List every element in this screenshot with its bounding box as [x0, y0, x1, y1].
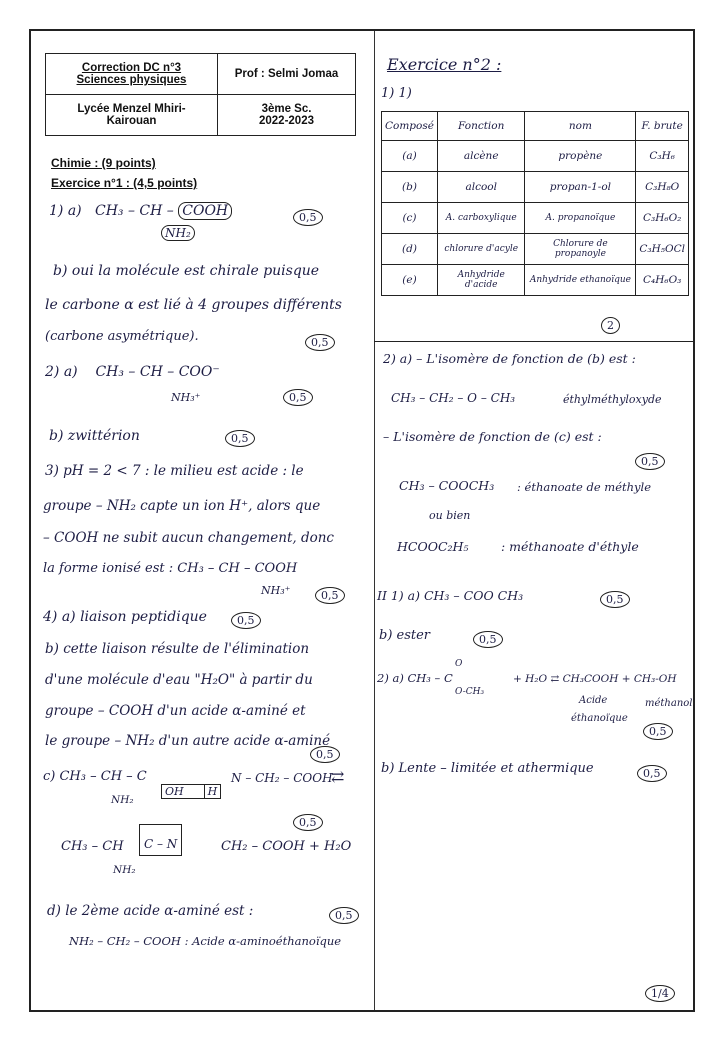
cell-fonction: Anhydride d'acide [437, 265, 524, 296]
cell-compose: (a) [382, 141, 438, 172]
q3-line1: 3) pH = 2 < 7 : le milieu est acide : le [45, 463, 304, 479]
header-prof-cell [218, 54, 356, 95]
q2a-label: 2) a) [45, 364, 78, 380]
header-year: 2022-2023 [259, 115, 314, 127]
rII-2a: 2) a) CH₃ – C [377, 671, 453, 685]
cell-fonction: alcool [437, 172, 524, 203]
q4c-line3: CH₃ – CH [61, 839, 124, 854]
r2a-line2: CH₃ – CH₂ – O – CH₃ [391, 391, 516, 405]
q4c-nh2b: NH₂ [113, 864, 136, 876]
q3-points: 0,5 [311, 587, 345, 604]
q4c-line1 [43, 769, 147, 784]
table-header-nom: nom [525, 112, 636, 141]
r2a-line6: HCOOC₂H₅ [397, 539, 469, 554]
r-1-1: 1) 1) [381, 86, 412, 101]
q4c-co-box: C – N [139, 824, 182, 856]
q1b-line3: (carbone asymétrique). [45, 329, 199, 344]
header-class: 3ème Sc. [261, 103, 312, 115]
q2b-points: 0,5 [221, 430, 255, 447]
q4b-line3: groupe – COOH d'un acide α-aminé et [45, 703, 306, 719]
cell-nom: Anhydride ethanoïque [525, 265, 636, 296]
rII-acide: Acide [579, 695, 608, 706]
q4c-nh2: NH₂ [111, 794, 134, 806]
header-table [45, 53, 356, 136]
table-header-compose: Composé [382, 112, 438, 141]
q1a-formula: CH₃ – CH – [95, 203, 174, 219]
rII-1a-points: 0,5 [596, 591, 630, 608]
chimie-label: Chimie : (9 points) [51, 156, 156, 170]
q1a-line [49, 203, 232, 219]
q3-line3: – COOH ne subit aucun changement, donc [43, 530, 334, 546]
r2a-line2b: éthylméthyloxyde [563, 393, 662, 406]
q2a-formula: CH₃ – CH – COO⁻ [95, 364, 220, 380]
q3-line4: la forme ionisé est : CH₃ – CH – COOH [43, 561, 298, 576]
rII-1b: b) ester [379, 628, 431, 643]
cell-compose: (b) [382, 172, 438, 203]
table-points: 2 [597, 317, 620, 334]
column-divider [374, 31, 375, 1010]
q1a-cooh: COOH [178, 202, 232, 220]
q4c-formula2: N – CH₂ – COOH [231, 771, 333, 785]
rII-2a-eq: + H₂O ⇄ CH₃COOH + CH₃-OH [513, 673, 677, 685]
q2a-nh3: NH₃⁺ [171, 391, 201, 404]
q2b-line: b) zwittérion [49, 428, 140, 444]
q3-line2: groupe – NH₂ capte un ion H⁺, alors que [43, 498, 321, 514]
cell-compose: (e) [382, 265, 438, 296]
q4c-formula1: c) CH₃ – CH – C [43, 769, 147, 784]
q2a-line [45, 364, 220, 380]
table-header-fbrute: F. brute [636, 112, 689, 141]
functions-table [381, 111, 689, 296]
cell-fbrute: C₃H₈O [636, 172, 689, 203]
page-frame [29, 29, 695, 1012]
q4d-points: 0,5 [325, 907, 359, 924]
r2a-line4: CH₃ – COOCH₃ [399, 478, 495, 493]
header-city: Kairouan [106, 115, 157, 127]
rII-2a-o: O [455, 659, 463, 669]
q4c-oh-box [161, 785, 221, 798]
exercise1-label: Exercice n°1 : (4,5 points) [51, 176, 198, 190]
cell-compose: (d) [382, 234, 438, 265]
q3-nh3: NH₃⁺ [261, 584, 291, 597]
cell-fbrute: C₄H₆O₃ [636, 265, 689, 296]
cell-fonction: A. carboxylique [437, 203, 524, 234]
r2a-line3: – L'isomère de fonction de (c) est : [383, 429, 602, 444]
q4c-arrow: ⇄ [331, 767, 345, 786]
table-row [382, 203, 689, 234]
header-title-line1: Correction DC n°3 [81, 62, 182, 74]
q4c-line4: CH₂ – COOH + H₂O [221, 839, 352, 854]
q4d-line2: NH₂ – CH₂ – COOH : Acide α-aminoéthanoïque [69, 934, 342, 948]
page-number: 1/4 [641, 985, 675, 1002]
rII-ethanoique: éthanoïque [571, 713, 628, 724]
q4c-h: H [205, 784, 222, 799]
q4b-line4: le groupe – NH₂ d'un autre acide α-aminé [45, 733, 331, 749]
q4c-points: 0,5 [289, 814, 323, 831]
q4b-points: 0,5 [306, 746, 340, 763]
rII-methanol: méthanol [645, 698, 693, 709]
q1a-points: 0,5 [289, 209, 323, 226]
rII-2a-och3: O-CH₃ [455, 687, 485, 697]
header-class-cell [218, 95, 356, 136]
r2a-line6b: : méthanoate d'éthyle [501, 539, 639, 554]
table-row [382, 141, 689, 172]
table-row [382, 265, 689, 296]
cell-fbrute: C₃H₆ [636, 141, 689, 172]
section-divider [374, 341, 695, 342]
q2a-points: 0,5 [279, 389, 313, 406]
q1a-nh2: NH₂ [161, 226, 195, 240]
q4b-line1: b) cette liaison résulte de l'élimination [45, 641, 310, 657]
exercise2-title: Exercice n°2 : [387, 55, 502, 74]
q4c-oh: OH [161, 784, 205, 799]
cell-nom: propène [525, 141, 636, 172]
rII-2a-points: 0,5 [639, 723, 673, 740]
rII-1b-points: 0,5 [469, 631, 503, 648]
q4d-line1: d) le 2ème acide α-aminé est : [47, 903, 254, 919]
q1b-line1: b) oui la molécule est chirale puisque [53, 263, 320, 279]
q4b-line2: d'une molécule d'eau "H₂O" à partir du [45, 672, 313, 688]
r2a-line4b: : éthanoate de méthyle [517, 480, 652, 494]
header-school: Lycée Menzel Mhiri- [77, 103, 186, 115]
header-school-cell [46, 95, 218, 136]
header-title-cell [46, 54, 218, 95]
q1a-label: 1) a) [49, 203, 82, 219]
rII-2b: b) Lente – limitée et athermique [381, 761, 594, 776]
r2a-or: ou bien [429, 509, 471, 522]
cell-fonction: chlorure d'acyle [437, 234, 524, 265]
q1b-line2: le carbone α est lié à 4 groupes différents [45, 297, 342, 313]
header-prof: Prof : Selmi Jomaa [234, 68, 339, 80]
table-row [382, 172, 689, 203]
cell-compose: (c) [382, 203, 438, 234]
rII-2b-points: 0,5 [633, 765, 667, 782]
rII-1a: II 1) a) CH₃ – COO CH₃ [377, 588, 524, 603]
r2a-line1: 2) a) – L'isomère de fonction de (b) est : [383, 351, 636, 366]
cell-fbrute: C₃H₅OCl [636, 234, 689, 265]
q1b-points: 0,5 [301, 334, 335, 351]
cell-nom: Chlorure de propanoyle [525, 234, 636, 265]
cell-nom: propan-1-ol [525, 172, 636, 203]
table-row [382, 234, 689, 265]
cell-fonction: alcène [437, 141, 524, 172]
cell-fbrute: C₃H₆O₂ [636, 203, 689, 234]
header-title-line2: Sciences physiques [76, 74, 187, 86]
q4a-line: 4) a) liaison peptidique [43, 609, 207, 625]
r2a-points: 0,5 [631, 453, 665, 470]
q4a-points: 0,5 [227, 612, 261, 629]
table-header-fonction: Fonction [437, 112, 524, 141]
cell-nom: A. propanoïque [525, 203, 636, 234]
